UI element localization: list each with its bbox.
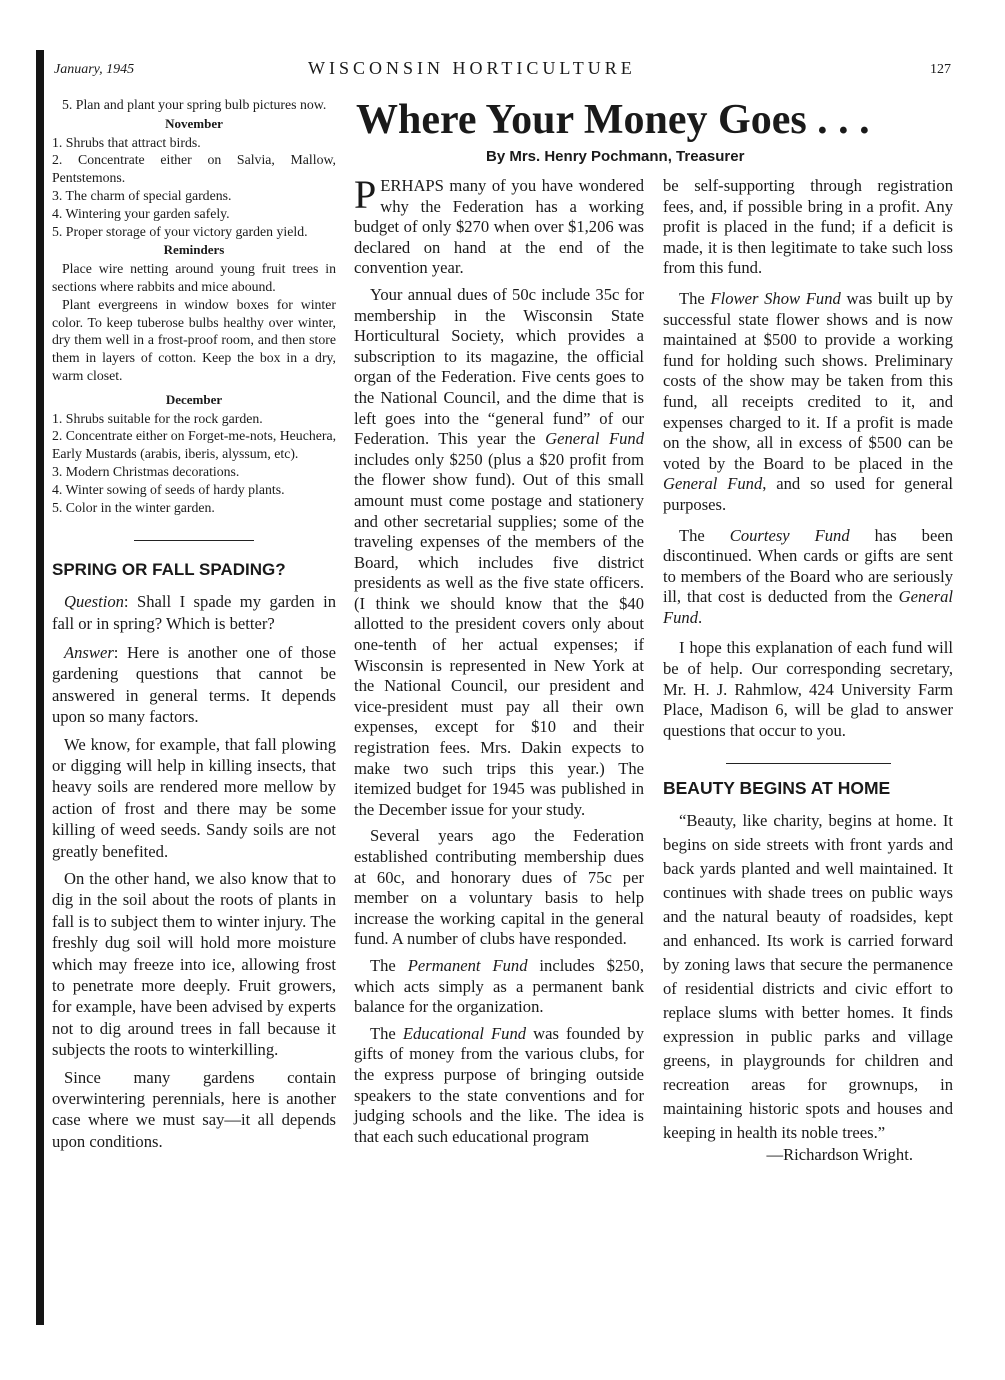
article-byline: By Mrs. Henry Pochmann, Treasurer [486, 148, 745, 165]
list-item: 1. Shrubs suitable for the rock garden. [52, 410, 263, 426]
article-paragraph: be self-supporting through registration fees, and, if possible bring in a profit. Any profit is placed in the fund; if a deficit is made, it is then legitimate to take such loss from this fund. [663, 176, 953, 278]
answer-paragraph: Answer: Here is another one of those gardening questions that cannot be answered in general terms. It depends upon so many factors. [52, 642, 336, 727]
list-item: 5. Plan and plant your spring bulb pictures now. [62, 97, 327, 112]
beauty-author: —Richardson Wright. [766, 1145, 913, 1165]
page-number: 127 [930, 62, 951, 77]
list-item: 4. Wintering your garden safely. [52, 205, 230, 221]
list-item: 1. Shrubs that attract birds. [52, 134, 201, 150]
list-item: 4. Winter sowing of seeds of hardy plants. [52, 481, 285, 497]
list-item: 3. The charm of special gardens. [52, 187, 232, 203]
list-item: 5. Color in the winter garden. [52, 499, 215, 515]
drop-cap: P [354, 172, 377, 217]
list-item: 2. Concentrate either on Salvia, Mallow, Pentstemons. [52, 152, 336, 186]
article-paragraph: Your annual dues of 50c include 35c for membership in the Wisconsin State Horticultural Society, which provides a subscription to its magazine, the official organ of the Federation. Five cents goes to the National Council, and the dime that is left goes into the “general fund” of our Federation. This year the General Fund includes only $250 (plus a $20 profit from the flower show fund). Out of this small amount must come postage and stationery and other secretarial supplies; some of the traveling expenses of the members of the Board, which includes five district presidents as well as the five state officers. (I think we should know that the $40 allotted to the president covers only about one-tenth of her actual expenses; if Wisconsin is represented in New York at the National Council, our president and vice-president must pay all their own expenses, except for $10 and their registration fees. Mrs. Dakin expects to make two such trips this year.) The itemized budget for 1945 was published in the December issue for your study. [354, 284, 644, 819]
article-paragraph: Several years ago the Federation established contributing membership dues at 60c, and honorary dues of 75c per member on a voluntary basis to help increase the working capital in the general fund. A number of clubs have responded. [354, 826, 644, 949]
list-item: 5. Proper storage of your victory garden yield. [52, 223, 308, 239]
article-title: Where Your Money Goes . . . [356, 97, 870, 143]
beauty-quote: “Beauty, like charity, begins at home. It begins on side streets with front yards and back yards planted and well maintained. It continues with shade trees on public ways and the natural beauty of roadsides, kept and enhanced. Its work is carried forward by zoning laws that secure the permanence of residential districts and civic effort to replace slums with better homes. It finds expression in public parks and village greens, in playgrounds for children and recreation areas for grownups, in maintaining historic spots and houses and keeping in health its noble trees.” [663, 811, 953, 1143]
spading-paragraph: On the other hand, we also know that to dig in the soil about the roots of plants in fall is to subject them to winter injury. The freshly dug soil will hold more moisture which may freeze into ice, allowing frost to penetrate more deeply. Fruit growers, for example, have been advised by experts not to dig around trees in fall because it subjects the roots to winterkilling. [52, 869, 336, 1060]
left-column [52, 96, 336, 1152]
binding-edge [36, 50, 44, 1325]
article-paragraph: I hope this explanation of each fund will be of help. Our corresponding secretary, Mr. H. J. Rahmlow, 424 University Farm Place, Madison 6, will be glad to answer questions that occur to you. [663, 638, 953, 740]
spading-title: SPRING OR FALL SPADING? [52, 560, 286, 580]
spading-paragraph: We know, for example, that fall plowing or digging will help in killing insects, that heavy soils are rendered more mellow by action of frost and there may be some killing of weed seeds. Sandy soils are not greatly benefited. [52, 734, 336, 861]
article-paragraph: The Permanent Fund includes $250, which acts simply as a permanent bank balance for the organization. [354, 955, 644, 1017]
divider [726, 763, 891, 764]
divider [134, 540, 254, 541]
answer-label: Answer [64, 642, 114, 662]
header-date: January, 1945 [54, 62, 135, 77]
list-item: 2. Concentrate either on Forget-me-nots, Heuchera, Early Mustards (arabis, iberis, alyssum, etc). [52, 428, 337, 462]
list-item: 3. Modern Christmas decorations. [52, 463, 240, 479]
article-paragraph: The Educational Fund was founded by gifts of money from the various clubs, for the express purpose of bringing outside speakers to the state conventions and for judging schools and the like. The idea is that each such educational program [354, 1023, 644, 1146]
question-label: Question [64, 592, 124, 612]
reminders-heading: Reminders [163, 242, 225, 258]
article-column-2 [663, 176, 953, 1165]
article-column-1 [354, 172, 644, 1147]
november-heading: November [165, 115, 223, 131]
beauty-title: BEAUTY BEGINS AT HOME [663, 778, 891, 799]
header-publication: WISCONSIN HORTICULTURE [308, 58, 636, 78]
december-heading: December [165, 391, 223, 407]
reminder-paragraph: Plant evergreens in window boxes for winter color. To keep tuberose bulbs healthy over winter, dry them well in a frost-proof room, and then store them in layers of cotton. Keep the box in a dry, warm closet. [52, 296, 336, 383]
question-paragraph: Question: Shall I spade my garden in fall or in spring? Which is better? [52, 592, 336, 633]
article-paragraph: The Courtesy Fund has been discontinued. When cards or gifts are sent to members of the Board who are seriously ill, that cost is deducted from the General Fund. [663, 525, 953, 627]
article-paragraph: PERHAPS many of you have wondered why the Federation has a working budget of only $270 when over $1,206 was declared on hand at the end of the convention year. [354, 172, 644, 278]
article-paragraph: The Flower Show Fund was built up by successful state flower shows and is now maintained at $500 to provide a working fund for holding such shows. Preliminary costs of the show may be taken from this fund, all receipts credited to it, and expenses charged to it. If a profit is made on the show, all in excess of $500 can be voted by the Board to be placed in the General Fund, and so used for general purposes. [663, 288, 954, 514]
reminder-paragraph: Place wire netting around young fruit trees in sections where rabbits and mice abound. [52, 261, 336, 294]
spading-paragraph: Since many gardens contain overwintering perennials, here is another case where we must say—it all depends upon conditions. [52, 1067, 336, 1151]
